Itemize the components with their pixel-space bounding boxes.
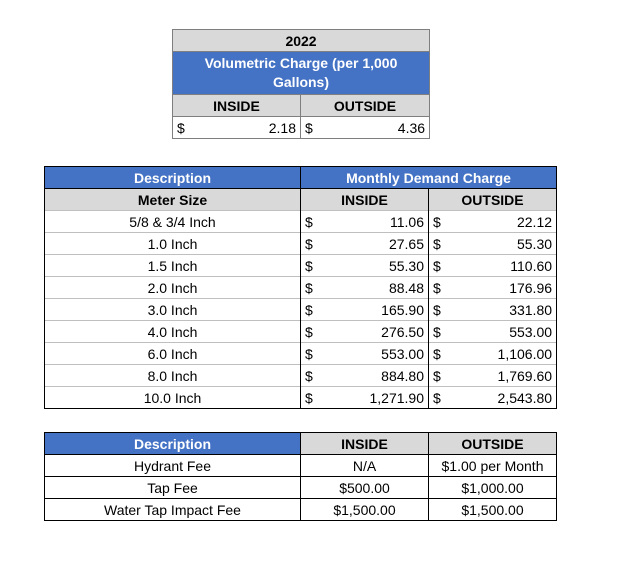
currency-symbol: $ — [429, 365, 449, 387]
currency-symbol: $ — [301, 343, 321, 365]
currency-symbol: $ — [301, 211, 321, 233]
inside-charge: 553.00 — [321, 343, 429, 365]
currency-symbol: $ — [429, 277, 449, 299]
meter-size: 4.0 Inch — [45, 321, 301, 343]
meter-size: 1.0 Inch — [45, 233, 301, 255]
fees-outside-header: OUTSIDE — [429, 433, 557, 455]
table-row — [45, 343, 557, 365]
table-row — [45, 321, 557, 343]
volumetric-inside-value: 2.18 — [193, 117, 301, 139]
currency-symbol: $ — [301, 117, 321, 139]
currency-symbol: $ — [301, 365, 321, 387]
table-row — [45, 387, 557, 409]
demand-inside-header: INSIDE — [301, 189, 429, 211]
table-row — [45, 233, 557, 255]
volumetric-outside-value: 4.36 — [321, 117, 430, 139]
currency-symbol: $ — [429, 255, 449, 277]
currency-symbol: $ — [429, 387, 449, 409]
table-row — [45, 299, 557, 321]
currency-symbol: $ — [301, 299, 321, 321]
demand-outside-header: OUTSIDE — [429, 189, 557, 211]
outside-charge: 1,769.60 — [449, 365, 557, 387]
fee-inside: $1,500.00 — [301, 499, 429, 521]
inside-charge: 27.65 — [321, 233, 429, 255]
fee-outside: $1,000.00 — [429, 477, 557, 499]
currency-symbol: $ — [173, 117, 193, 139]
meter-size: 6.0 Inch — [45, 343, 301, 365]
volumetric-inside-header: INSIDE — [173, 95, 301, 117]
outside-charge: 110.60 — [449, 255, 557, 277]
fees-table — [44, 432, 557, 521]
meter-size: 10.0 Inch — [45, 387, 301, 409]
meter-size-header: Meter Size — [45, 189, 301, 211]
volumetric-charge-table — [172, 29, 430, 139]
fee-name: Water Tap Impact Fee — [45, 499, 301, 521]
currency-symbol: $ — [301, 255, 321, 277]
volumetric-title: Volumetric Charge (per 1,000 Gallons) — [173, 52, 430, 95]
currency-symbol: $ — [429, 211, 449, 233]
fee-name: Hydrant Fee — [45, 455, 301, 477]
fee-inside: N/A — [301, 455, 429, 477]
inside-charge: 884.80 — [321, 365, 429, 387]
outside-charge: 1,106.00 — [449, 343, 557, 365]
outside-charge: 553.00 — [449, 321, 557, 343]
fees-inside-header: INSIDE — [301, 433, 429, 455]
currency-symbol: $ — [429, 233, 449, 255]
fee-name: Tap Fee — [45, 477, 301, 499]
currency-symbol: $ — [301, 233, 321, 255]
table-row — [45, 255, 557, 277]
table-row — [45, 499, 557, 521]
outside-charge: 331.80 — [449, 299, 557, 321]
monthly-demand-table — [44, 166, 557, 409]
meter-size: 8.0 Inch — [45, 365, 301, 387]
table-row — [45, 211, 557, 233]
table-row — [45, 277, 557, 299]
outside-charge: 55.30 — [449, 233, 557, 255]
year-header: 2022 — [173, 30, 430, 52]
currency-symbol: $ — [301, 277, 321, 299]
currency-symbol: $ — [429, 299, 449, 321]
fee-outside: $1.00 per Month — [429, 455, 557, 477]
demand-title: Monthly Demand Charge — [301, 167, 557, 189]
inside-charge: 88.48 — [321, 277, 429, 299]
currency-symbol: $ — [301, 387, 321, 409]
fees-description-header: Description — [45, 433, 301, 455]
fee-outside: $1,500.00 — [429, 499, 557, 521]
inside-charge: 55.30 — [321, 255, 429, 277]
inside-charge: 11.06 — [321, 211, 429, 233]
inside-charge: 165.90 — [321, 299, 429, 321]
outside-charge: 22.12 — [449, 211, 557, 233]
currency-symbol: $ — [429, 321, 449, 343]
inside-charge: 1,271.90 — [321, 387, 429, 409]
volumetric-outside-header: OUTSIDE — [301, 95, 430, 117]
outside-charge: 2,543.80 — [449, 387, 557, 409]
fee-inside: $500.00 — [301, 477, 429, 499]
meter-size: 1.5 Inch — [45, 255, 301, 277]
meter-size: 2.0 Inch — [45, 277, 301, 299]
table-row — [45, 455, 557, 477]
inside-charge: 276.50 — [321, 321, 429, 343]
meter-size: 3.0 Inch — [45, 299, 301, 321]
currency-symbol: $ — [429, 343, 449, 365]
demand-description-header: Description — [45, 167, 301, 189]
meter-size: 5/8 & 3/4 Inch — [45, 211, 301, 233]
currency-symbol: $ — [301, 321, 321, 343]
table-row — [45, 365, 557, 387]
table-row — [45, 477, 557, 499]
outside-charge: 176.96 — [449, 277, 557, 299]
